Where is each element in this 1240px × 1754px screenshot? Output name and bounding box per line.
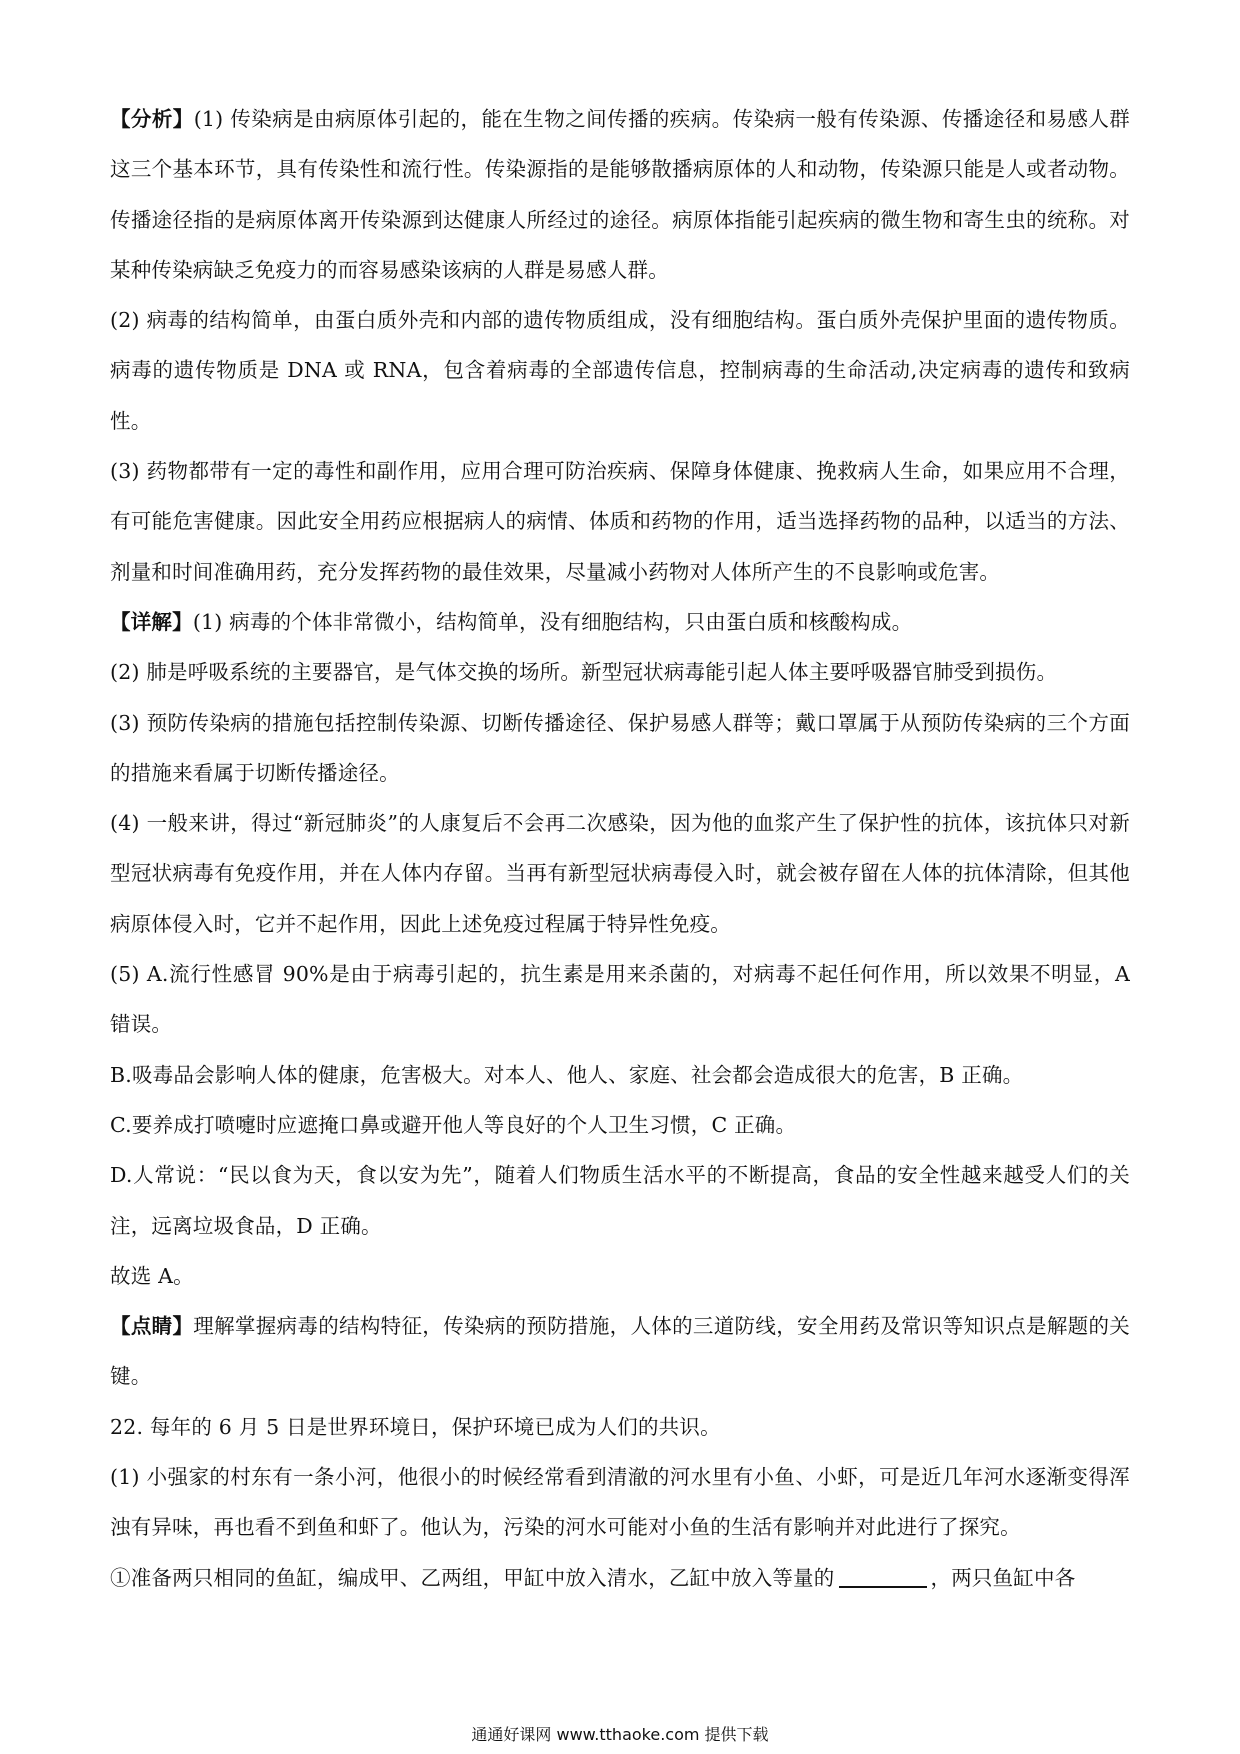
- question-22-stem: 22. 每年的 6 月 5 日是世界环境日，保护环境已成为人们的共识。: [110, 1414, 721, 1439]
- detail-paragraph-3: (3) 预防传染病的措施包括控制传染源、切断传播途径、保护易感人群等；戴口罩属于从预防传染病的三个方面的措施来看属于切断传播途径。: [110, 710, 1130, 785]
- page-content: [110, 94, 1130, 1603]
- analysis-paragraph-1: [110, 94, 1130, 295]
- step-1-text-after: ，两只鱼缸中各: [930, 1565, 1076, 1590]
- detail-paragraph-4: (4) 一般来讲，得过“新冠肺炎”的人康复后不会再二次感染，因为他的血浆产生了保护性的抗体，该抗体只对新型冠状病毒有免疫作用，并在人体内存留。当再有新型冠状病毒侵入时，就会被存留在人体的抗体清除，但其他病原体侵入时，它并不起作用，因此上述免疫过程属于特异性免疫。: [110, 811, 1130, 936]
- analysis-paragraph-2: (2) 病毒的结构简单，由蛋白质外壳和内部的遗传物质组成，没有细胞结构。蛋白质外壳保护里面的遗传物质。病毒的遗传物质是 DNA 或 RNA，包含着病毒的全部遗传信息，控制病毒的生命活动,决定病毒的遗传和致病性。: [110, 308, 1130, 433]
- analysis-paragraph-3: (3) 药物都带有一定的毒性和副作用，应用合理可防治疾病、保障身体健康、挽救病人生命，如果应用不合理，有可能危害健康。因此安全用药应根据病人的病情、体质和药物的作用，适当选择药物的品种，以适当的方法、剂量和时间准确用药，充分发挥药物的最佳效果，尽量减小药物对人体所产生的不良影响或危害。: [110, 459, 1130, 584]
- fill-in-blank: [839, 1565, 927, 1588]
- detail-paragraph-2: (2) 肺是呼吸系统的主要器官，是气体交换的场所。新型冠状病毒能引起人体主要呼吸器官肺受到损伤。: [110, 660, 1058, 685]
- detail-paragraph-1: [110, 597, 1130, 647]
- analysis-text-1: (1) 传染病是由病原体引起的，能在生物之间传播的疾病。传染病一般有传染源、传播途径和易感人群这三个基本环节，具有传染性和流行性。传染源指的是能够散播病原体的人和动物，传染源只能是人或者动物。传播途径指的是病原体离开传染源到达健康人所经过的途径。病原体指能引起疾病的微生物和寄生虫的统称。对某种传染病缺乏免疫力的而容易感染该病的人群是易感人群。: [110, 107, 1130, 282]
- detail-paragraph-5: (5) A.流行性感冒 90%是由于病毒引起的，抗生素是用来杀菌的，对病毒不起任何作用，所以效果不明显，A 错误。: [110, 962, 1130, 1037]
- detail-answer: 故选 A。: [110, 1263, 194, 1288]
- detail-paragraph-7: C.要养成打喷嚏时应遮掩口鼻或避开他人等良好的个人卫生习惯，C 正确。: [110, 1112, 797, 1137]
- detail-text-1: (1) 病毒的个体非常微小，结构简单，没有细胞结构，只由蛋白质和核酸构成。: [192, 609, 913, 634]
- footer-watermark: 通通好课网 www.tthaoke.com 提供下载: [471, 1725, 769, 1744]
- detail-paragraph-6: B.吸毒品会影响人体的健康，危害极大。对本人、他人、家庭、社会都会造成很大的危害，B 正确。: [110, 1062, 1024, 1087]
- comment-label: 【点睛】: [110, 1314, 194, 1339]
- detail-label: 【详解】: [110, 609, 193, 634]
- detail-paragraph-8: D.人常说：“民以食为天，食以安为先”，随着人们物质生活水平的不断提高，食品的安全性越来越受人们的关注，远离垃圾食品，D 正确。: [110, 1163, 1130, 1238]
- step-1-text-before: ①准备两只相同的鱼缸，编成甲、乙两组，甲缸中放入清水，乙缸中放入等量的: [110, 1565, 835, 1590]
- question-22-step-1: [110, 1553, 1130, 1603]
- comment-paragraph: [110, 1301, 1130, 1402]
- analysis-label: 【分析】: [110, 107, 194, 131]
- comment-text: 理解掌握病毒的结构特征，传染病的预防措施，人体的三道防线，安全用药及常识等知识点是解题的关键。: [110, 1314, 1130, 1389]
- question-22-part-1: (1) 小强家的村东有一条小河，他很小的时候经常看到清澈的河水里有小鱼、小虾，可是近几年河水逐渐变得浑浊有异味，再也看不到鱼和虾了。他认为，污染的河水可能对小鱼的生活有影响并对此进行了探究。: [110, 1465, 1130, 1540]
